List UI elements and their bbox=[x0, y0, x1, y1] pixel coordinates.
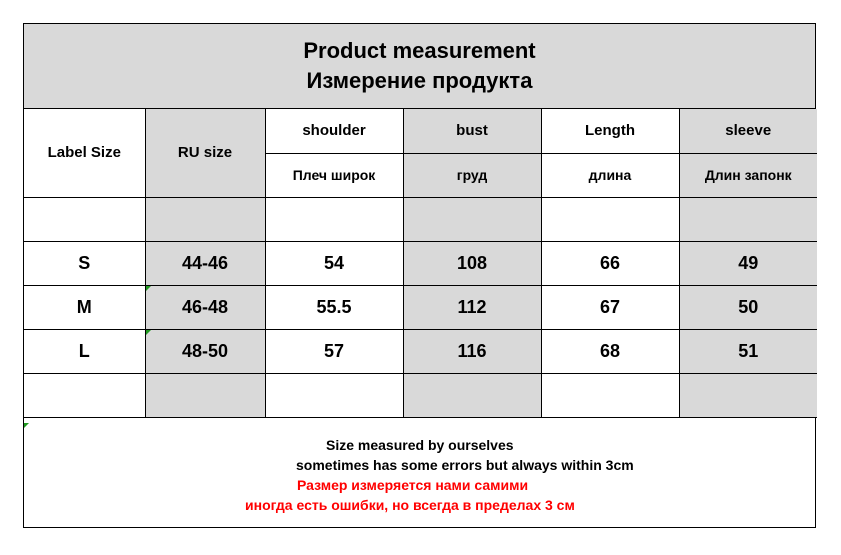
comment-marker-icon bbox=[146, 286, 151, 291]
table-row bbox=[24, 329, 817, 373]
note-line-english-2: sometimes has some errors but always within 3cm bbox=[296, 457, 634, 473]
header-bust: bust bbox=[403, 109, 541, 153]
empty-cell bbox=[24, 197, 145, 241]
shoulder-cell: 54 bbox=[265, 241, 403, 285]
shoulder-cell: 57 bbox=[265, 329, 403, 373]
note-line-russian-1: Размер измеряется нами самими bbox=[297, 477, 529, 493]
empty-cell bbox=[24, 373, 145, 417]
title-russian: Измерение продукта bbox=[306, 68, 533, 93]
empty-cell bbox=[145, 197, 265, 241]
empty-cell bbox=[541, 197, 679, 241]
sleeve-cell: 49 bbox=[679, 241, 817, 285]
table-row bbox=[24, 241, 817, 285]
ru-size-cell bbox=[145, 285, 265, 329]
header-label-size: Label Size bbox=[24, 109, 145, 197]
header-ru-size: RU size bbox=[145, 109, 265, 197]
empty-cell bbox=[541, 373, 679, 417]
bust-cell: 116 bbox=[403, 329, 541, 373]
empty-cell bbox=[679, 373, 817, 417]
header-shoulder: shoulder bbox=[265, 109, 403, 153]
sleeve-cell: 50 bbox=[679, 285, 817, 329]
comment-marker-icon bbox=[146, 330, 151, 335]
header-row-english bbox=[24, 109, 817, 153]
header-length: Length bbox=[541, 109, 679, 153]
table-row bbox=[24, 285, 817, 329]
length-cell: 66 bbox=[541, 241, 679, 285]
empty-row bbox=[24, 373, 817, 417]
bust-cell: 108 bbox=[403, 241, 541, 285]
size-chart bbox=[23, 23, 816, 528]
sleeve-cell: 51 bbox=[679, 329, 817, 373]
measurement-note bbox=[24, 423, 815, 527]
empty-cell bbox=[265, 197, 403, 241]
length-cell: 68 bbox=[541, 329, 679, 373]
header-shoulder-ru: Плеч широк bbox=[265, 153, 403, 197]
title-english: Product measurement bbox=[303, 38, 536, 63]
empty-cell bbox=[265, 373, 403, 417]
ru-size-cell: 44-46 bbox=[145, 241, 265, 285]
measurement-table bbox=[24, 109, 817, 418]
ru-size-value: 46-48 bbox=[181, 296, 229, 317]
header-sleeve: sleeve bbox=[679, 109, 817, 153]
ru-size-cell bbox=[145, 329, 265, 373]
bust-cell: 112 bbox=[403, 285, 541, 329]
chart-title bbox=[24, 24, 815, 109]
header-length-ru: длина bbox=[541, 153, 679, 197]
note-line-russian-2: иногда есть ошибки, но всегда в пределах 3 см bbox=[245, 497, 575, 513]
label-size-cell: L bbox=[24, 329, 145, 373]
empty-cell bbox=[403, 373, 541, 417]
comment-marker-icon bbox=[24, 423, 29, 428]
shoulder-cell: 55.5 bbox=[265, 285, 403, 329]
empty-cell bbox=[679, 197, 817, 241]
header-sleeve-ru: Длин запонк bbox=[679, 153, 817, 197]
empty-cell bbox=[145, 373, 265, 417]
label-size-cell: M bbox=[24, 285, 145, 329]
note-line-english-1: Size measured by ourselves bbox=[326, 437, 514, 453]
ru-size-value: 48-50 bbox=[181, 340, 229, 361]
header-bust-ru: груд bbox=[403, 153, 541, 197]
label-size-cell: S bbox=[24, 241, 145, 285]
length-cell: 67 bbox=[541, 285, 679, 329]
empty-cell bbox=[403, 197, 541, 241]
empty-row bbox=[24, 197, 817, 241]
